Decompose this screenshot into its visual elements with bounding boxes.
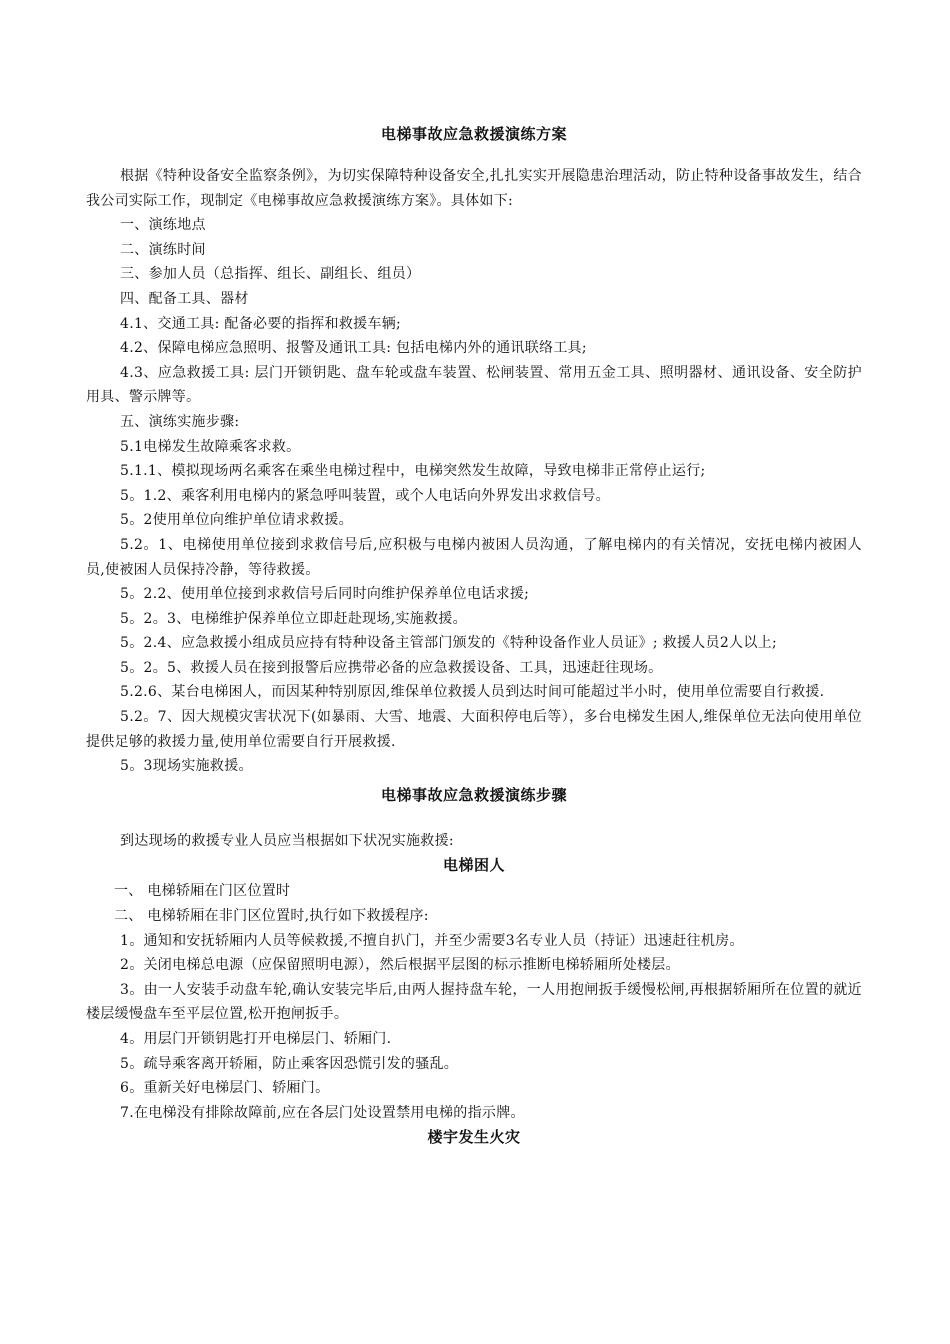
paragraph-8: 五、演练实施步骤:: [120, 413, 240, 430]
steps-heading: 电梯事故应急救援演练步骤: [380, 785, 567, 804]
paragraph-20: 5。3现场实施救援。: [120, 758, 253, 775]
trapped-item-1: 一、 电梯轿厢在门区位置时: [114, 883, 291, 900]
trapped-heading: 电梯困人: [442, 856, 505, 875]
trapped-item-4: 2。关闭电梯总电源（应保留照明电源），然后根据平层图的标示推断电梯轿厢所处楼层。: [120, 957, 680, 974]
paragraph-7: 4.3、应急救援工具: 层门开锁钥匙、盘车轮或盘车装置、松闸装置、常用五金工具、照明器材、通讯设备、安全防护用具、警示牌等。: [86, 364, 862, 406]
paragraph-19: 5.2。7、因大规模灾害状况下(如暴雨、大雪、地震、大面积停电后等），多台电梯发生困人,维保单位无法向使用单位提供足够的救援力量,使用单位需要自行开展救援.: [86, 709, 862, 750]
fire-heading: 楼宇发生火灾: [427, 1128, 521, 1147]
paragraph-13: 5.2。1、电梯使用单位接到求救信号后,应积极与电梯内被困人员沟通，了解电梯内的有关情况，安抚电梯内被困人员,使被困人员保持冷静，等待救援。: [86, 536, 862, 578]
paragraph-18: 5.2.6、某台电梯困人，而因某种特别原因,维保单位救援人员到达时间可能超过半小时，使用单位需要自行救援.: [120, 684, 825, 701]
paragraph-14: 5。2.2、使用单位接到求救信号后同时向维护保养单位电话求援;: [120, 586, 530, 603]
paragraph-16: 5。2.4、应急救援小组成员应持有特种设备主管部门颁发的《特种设备作业人员证》; 救援人员2人以上;: [120, 635, 777, 652]
paragraph-6: 4.2、保障电梯应急照明、报警及通讯工具: 包括电梯内外的通讯联络工具;: [120, 340, 587, 357]
paragraph-1: 一、演练地点: [120, 217, 206, 234]
trapped-item-2: 二、 电梯轿厢在非门区位置时,执行如下救援程序:: [114, 908, 429, 925]
trapped-item-8: 6。重新关好电梯层门、轿厢门。: [120, 1080, 330, 1097]
trapped-item-9: 7.在电梯没有排除故障前,应在各层门处设置禁用电梯的指示牌。: [120, 1104, 525, 1121]
document-content: [86, 122, 862, 1151]
paragraph-15: 5。2。3、电梯维护保养单位立即赶赴现场,实施救援。: [120, 610, 467, 627]
paragraph-4: 四、配备工具、器材: [120, 290, 249, 307]
paragraph-12: 5。2使用单位向维护单位请求救援。: [120, 512, 353, 529]
paragraph-5: 4.1、交通工具: 配备必要的指挥和救援车辆;: [120, 315, 402, 332]
paragraph-10: 5.1.1、模拟现场两名乘客在乘坐电梯过程中，电梯突然发生故障，导致电梯非正常停止运行;: [120, 463, 706, 480]
paragraph-3: 三、参加人员（总指挥、组长、副组长、组员）: [120, 266, 421, 283]
trapped-item-6: 4。用层门开锁钥匙打开电梯层门、轿厢门.: [120, 1031, 392, 1047]
paragraph-11: 5。1.2、乘客利用电梯内的紧急呼叫装置，或个人电话向外界发出求救信号。: [120, 487, 610, 504]
document-title: 电梯事故应急救援演练方案: [380, 125, 567, 143]
paragraph-17: 5。2。5、救援人员在接到报警后应携带必备的应急救援设备、工具，迅速赶往现场。: [120, 659, 663, 676]
trapped-item-7: 5。疏导乘客离开轿厢，防止乘客因恐慌引发的骚乱。: [120, 1055, 459, 1072]
paragraph-9: 5.1电梯发生故障乘客求救。: [120, 438, 301, 455]
steps-intro: 到达现场的救援专业人员应当根据如下状况实施救援:: [120, 832, 454, 849]
trapped-item-5: 3。由一人安装手动盘车轮,确认安装完毕后,由两人握持盘车轮，一人用抱闸扳手缓慢松闸,再根据轿厢所在位置的就近楼层缓慢盘车至平层位置,松开抱闸扳手。: [86, 981, 862, 1023]
paragraph-2: 二、演练时间: [120, 241, 206, 258]
intro-paragraph: 根据《特种设备安全监察条例》，为切实保障特种设备安全,扎扎实实开展隐患治理活动，防止特种设备事故发生，结合我公司实际工作，现制定《电梯事故应急救援演练方案》。具体如下:: [86, 168, 862, 209]
trapped-item-3: 1。通知和安抚轿厢内人员等候救援,不擅自扒门，并至少需要3名专业人员（持证）迅速赶往机房。: [120, 932, 744, 949]
